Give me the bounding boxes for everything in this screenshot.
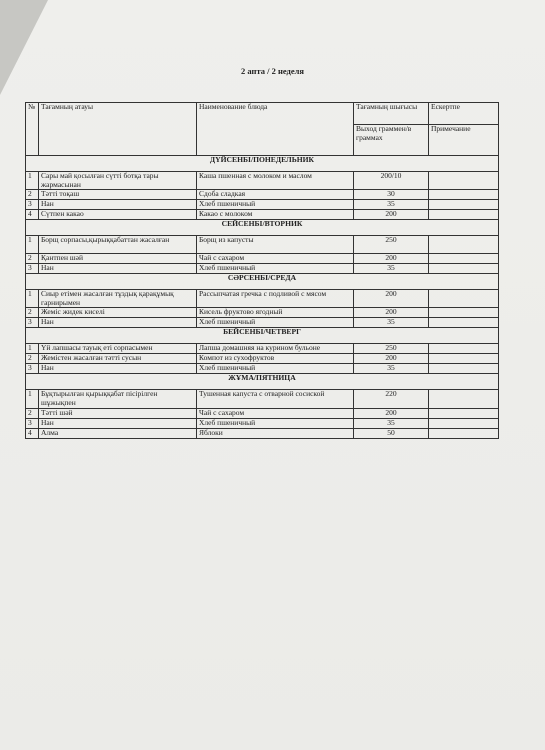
item-name-ru: Какао с молоком [197,210,354,220]
folded-corner [0,0,48,95]
header-yield-kz: Тағамның шығысы [354,103,429,125]
item-name-ru: Чай с сахаром [197,408,354,418]
section-row [26,328,499,344]
item-number: 4 [26,210,39,220]
item-note [429,210,499,220]
section-title: ЖҰМА/ПЯТНИЦА [26,374,499,390]
item-note [429,344,499,354]
header-note-kz: Ескертпе [429,103,499,125]
item-name-kz: Үй лапшасы тауық еті сорпасымен [39,344,197,354]
menu-item-row [26,344,499,354]
item-number: 3 [26,200,39,210]
header-yield-ru: Выход граммен/в граммах [354,125,429,156]
item-yield: 200 [354,254,429,264]
item-name-kz: Нан [39,364,197,374]
item-name-ru: Компот из сухофруктов [197,354,354,364]
menu-item-row [26,418,499,428]
item-name-ru: Лапша домашняя на курином бульоне [197,344,354,354]
section-row [26,156,499,172]
section-row [26,374,499,390]
item-yield: 200 [354,210,429,220]
item-number: 1 [26,390,39,408]
section-row [26,220,499,236]
item-name-kz: Борщ сорпасы,қырыққабаттан жасалған [39,236,197,254]
item-note [429,408,499,418]
item-name-kz: Нан [39,418,197,428]
item-number: 1 [26,236,39,254]
item-name-ru: Каша пшенная с молоком и маслом [197,172,354,190]
item-number: 3 [26,264,39,274]
header-note-ru: Примечание [429,125,499,156]
item-name-ru: Кисель фруктово ягодный [197,308,354,318]
item-name-ru: Хлеб пшеничный [197,318,354,328]
menu-item-row [26,264,499,274]
menu-item-row [26,236,499,254]
item-note [429,290,499,308]
item-name-ru: Чай с сахаром [197,254,354,264]
item-yield: 35 [354,200,429,210]
item-note [429,200,499,210]
item-note [429,390,499,408]
menu-item-row [26,364,499,374]
item-yield: 200/10 [354,172,429,190]
item-name-kz: Нан [39,200,197,210]
item-note [429,236,499,254]
item-yield: 200 [354,354,429,364]
section-title: БЕЙСЕНБІ/ЧЕТВЕРГ [26,328,499,344]
header-row [26,103,499,125]
item-name-ru: Хлеб пшеничный [197,264,354,274]
page-title: 2 апта / 2 неделя [241,66,304,76]
item-number: 3 [26,364,39,374]
section-title: СӘРСЕНБІ/СРЕДА [26,274,499,290]
item-yield: 200 [354,290,429,308]
item-name-kz: Қантпен шәй [39,254,197,264]
item-number: 2 [26,408,39,418]
item-number: 1 [26,290,39,308]
item-note [429,172,499,190]
item-name-kz: Сүтпен какао [39,210,197,220]
menu-item-row [26,172,499,190]
item-note [429,254,499,264]
item-name-ru: Тушенная капуста с отварной сосиской [197,390,354,408]
item-number: 3 [26,318,39,328]
item-note [429,264,499,274]
item-number: 2 [26,254,39,264]
item-name-kz: Жемістен жасалған тәтті сусын [39,354,197,364]
item-note [429,318,499,328]
item-yield: 35 [354,418,429,428]
menu-item-row [26,210,499,220]
item-note [429,428,499,438]
item-note [429,308,499,318]
item-note [429,418,499,428]
item-name-kz: Жеміс жидек киселі [39,308,197,318]
section-title: ДҮЙСЕНБІ/ПОНЕДЕЛЬНИК [26,156,499,172]
item-name-ru: Хлеб пшеничный [197,200,354,210]
header-num: № [26,103,39,156]
item-name-kz: Тәтті тоқаш [39,190,197,200]
item-name-ru: Сдоба сладкая [197,190,354,200]
item-yield: 220 [354,390,429,408]
item-yield: 200 [354,308,429,318]
item-note [429,354,499,364]
item-number: 2 [26,190,39,200]
menu-item-row [26,200,499,210]
item-yield: 35 [354,364,429,374]
item-name-kz: Нан [39,318,197,328]
item-number: 4 [26,428,39,438]
item-yield: 35 [354,264,429,274]
item-name-ru: Борщ из капусты [197,236,354,254]
menu-item-row [26,190,499,200]
item-number: 3 [26,418,39,428]
menu-item-row [26,290,499,308]
item-name-ru: Яблоки [197,428,354,438]
menu-item-row [26,354,499,364]
menu-table [25,102,499,439]
item-name-kz: Сары май қосылған сүтті ботқа тары жармасынан [39,172,197,190]
item-yield: 250 [354,344,429,354]
item-note [429,190,499,200]
menu-item-row [26,318,499,328]
menu-item-row [26,254,499,264]
item-number: 2 [26,308,39,318]
item-note [429,364,499,374]
item-yield: 200 [354,408,429,418]
item-yield: 30 [354,190,429,200]
item-yield: 250 [354,236,429,254]
header-name-kz: Тағамның атауы [39,103,197,156]
item-name-ru: Рассыпчатая гречка с подливой с мясом [197,290,354,308]
menu-item-row [26,428,499,438]
item-name-kz: Нан [39,264,197,274]
section-row [26,274,499,290]
item-number: 2 [26,354,39,364]
header-name-ru: Наименование блюда [197,103,354,156]
menu-item-row [26,390,499,408]
item-name-ru: Хлеб пшеничный [197,418,354,428]
item-number: 1 [26,344,39,354]
item-name-kz: Бұқтырылған қырыққабат пісірілген шұжықпен [39,390,197,408]
item-yield: 50 [354,428,429,438]
item-name-kz: Сиыр етімен жасалған тұздық қарақұмық гарнирымен [39,290,197,308]
menu-item-row [26,408,499,418]
item-number: 1 [26,172,39,190]
item-name-ru: Хлеб пшеничный [197,364,354,374]
item-name-kz: Алма [39,428,197,438]
item-name-kz: Тәтті шәй [39,408,197,418]
menu-item-row [26,308,499,318]
item-yield: 35 [354,318,429,328]
menu-table-body [26,103,499,439]
section-title: СЕЙСЕНБІ/ВТОРНИК [26,220,499,236]
